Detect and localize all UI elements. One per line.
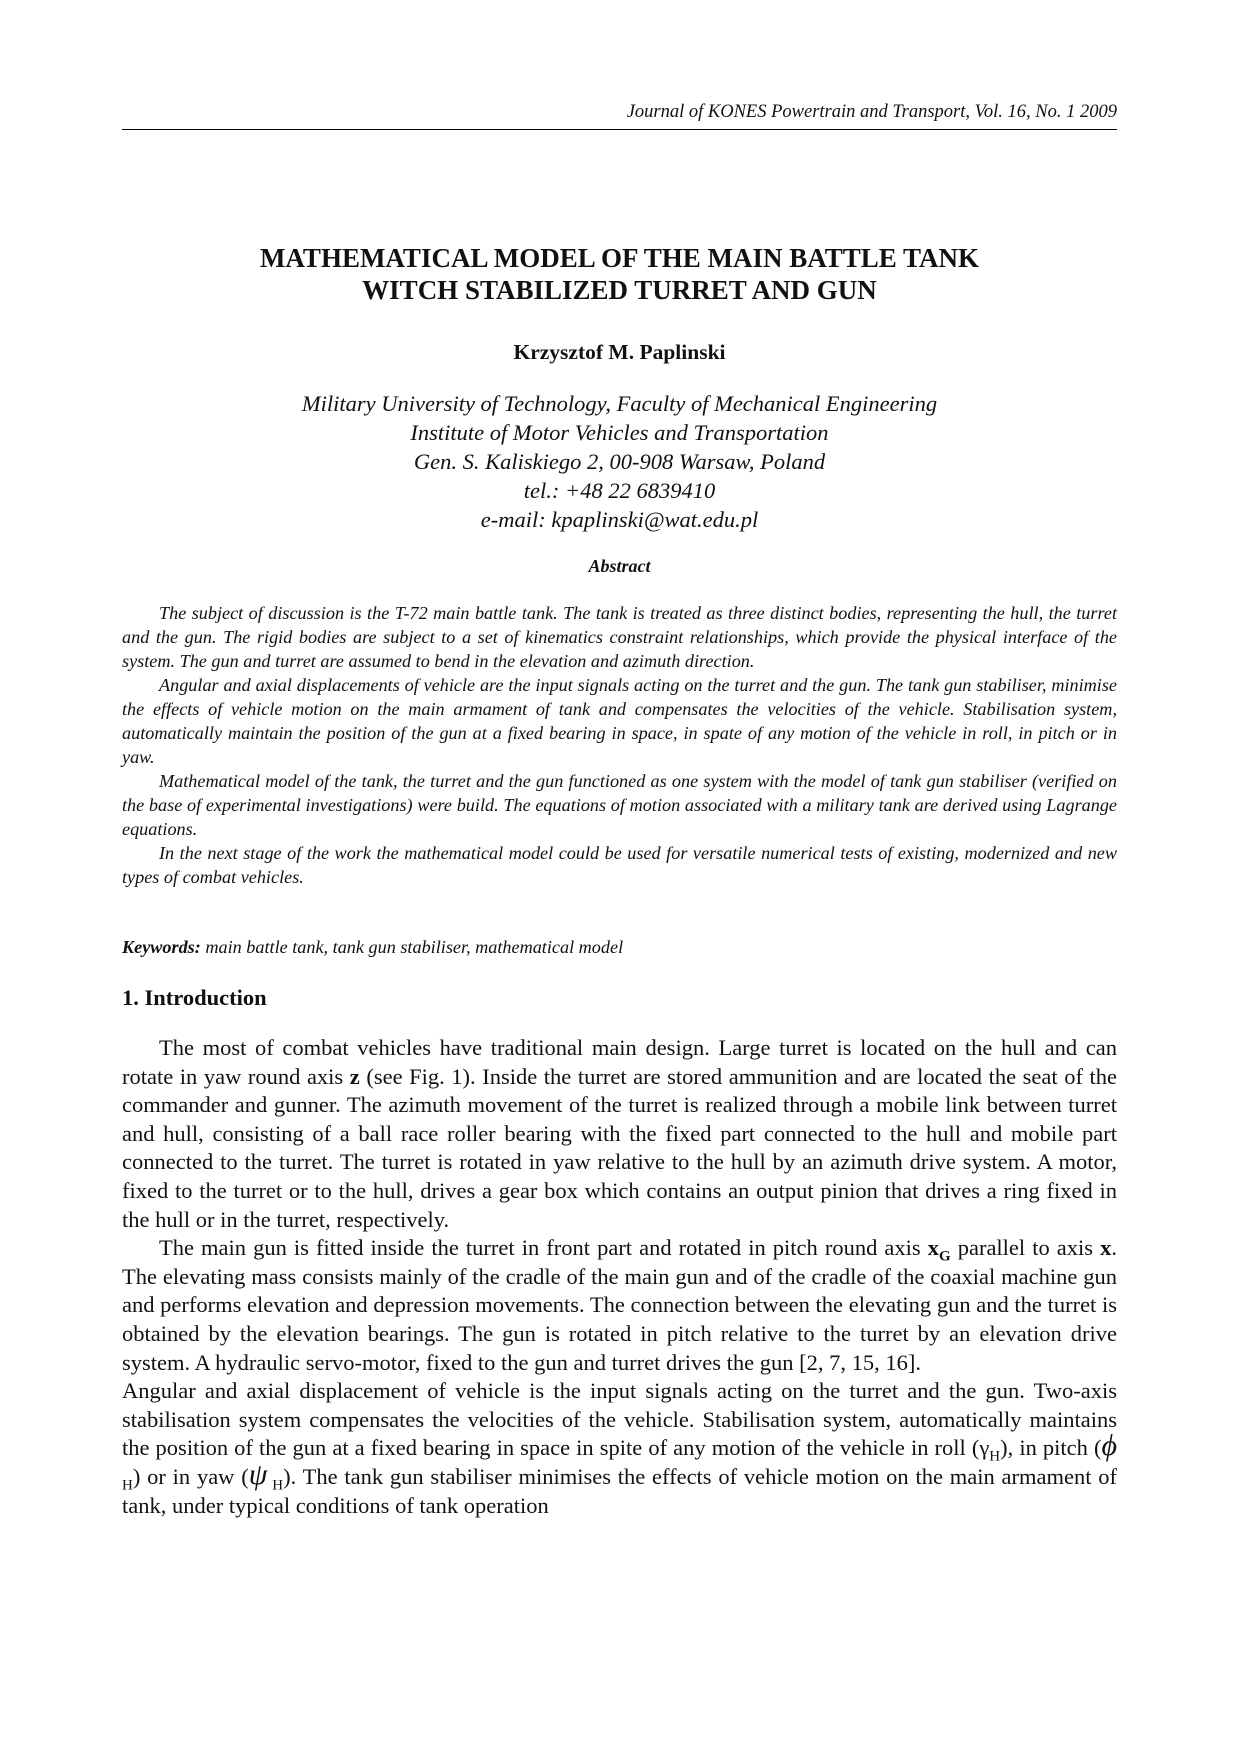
- journal-citation: Journal of KONES Powertrain and Transport, Vol. 16, No. 1 2009: [626, 102, 1117, 122]
- axis-z: z: [349, 1063, 360, 1089]
- abstract-paragraph: In the next stage of the work the mathematical model could be used for versatile numerical tests of existing, modernized and new types of combat vehicles.: [122, 843, 1117, 887]
- keywords-line: [122, 937, 1117, 958]
- affiliation-university: Military University of Technology, Faculty of Mechanical Engineering: [301, 391, 938, 416]
- roll-symbol: $\gamma_H$: [979, 1435, 1001, 1465]
- affiliation-institute: Institute of Motor Vehicles and Transportation: [410, 420, 829, 445]
- body-paragraph-2: The main gun is fitted inside the turret in front part and rotated in pitch round axis $x_G$ parallel to axis x. The elevating mass consists mainly of the cradle of the main gun and of the cradle of the coaxial machine gun and performs elevation and depression movements. The connection between the elevating gun and the turret is obtained by the elevation bearings. The gun is rotated in pitch relative to the turret by an elevation drive system. A hydraulic servo-motor, fixed to the gun and turret drives the gun [2, 7, 15, 16].: [122, 1235, 1117, 1375]
- title-line-2: WITCH STABILIZED TURRET AND GUN: [362, 275, 877, 305]
- abstract-body: [122, 601, 1117, 889]
- author-name: Krzysztof M. Paplinski: [513, 340, 726, 364]
- paper-title: [122, 242, 1117, 306]
- pitch-symbol: ϕ $_H$: [122, 1429, 1117, 1494]
- affiliation-address: Gen. S. Kaliskiego 2, 00-908 Warsaw, Poland: [413, 449, 826, 474]
- affiliation-phone: tel.: +48 22 6839410: [523, 478, 716, 503]
- affiliation-email: e-mail: kpaplinski@wat.edu.pl: [480, 507, 759, 532]
- section-heading: 1. Introduction: [122, 985, 267, 1010]
- keywords-label: Keywords:: [122, 937, 201, 957]
- abstract-paragraph: Mathematical model of the tank, the turret and the gun functioned as one system with the model of tank gun stabiliser (verified on the base of experimental investigations) were build. The equations of motion associated with a military tank are derived using Lagrange equations.: [122, 771, 1117, 839]
- abstract-paragraph: The subject of discussion is the T-72 main battle tank. The tank is treated as three distinct bodies, representing the hull, the turret and the gun. The rigid bodies are subject to a set of kinematics constraint relationships, which provide the physical interface of the system. The gun and turret are assumed to bend in the elevation and azimuth direction.: [122, 603, 1117, 671]
- keywords-text: main battle tank, tank gun stabiliser, mathematical model: [200, 937, 624, 957]
- yaw-symbol: ψ $_H$: [248, 1457, 284, 1494]
- abstract-heading: Abstract: [588, 556, 651, 576]
- body-paragraph-3: Angular and axial displacement of vehicle is the input signals acting on the turret and the gun. Two-axis stabilisation system compensates the velocities of the vehicle. Stabilisation system, automatically maintains the position of the gun at a fixed bearing in space in spite of any motion of the vehicle in roll $(\gamma_H)$, in pitch (ϕ $_H$) or in yaw (ψ $_H$). The tank gun stabiliser minimises the effects of vehicle motion on the main armament of tank, under typical conditions of tank operation: [122, 1378, 1117, 1518]
- abstract-paragraph: Angular and axial displacements of vehicle are the input signals acting on the turret and the gun. The tank gun stabiliser, minimise the effects of vehicle motion on the main armament of tank and compensates the velocities of the vehicle. Stabilisation system, automatically maintain the position of the gun at a fixed bearing in space, in spate of any motion of the vehicle in roll, in pitch or in yaw.: [122, 675, 1117, 767]
- title-line-1: MATHEMATICAL MODEL OF THE MAIN BATTLE TANK: [259, 243, 980, 273]
- body-paragraph-1: The most of combat vehicles have traditional main design. Large turret is located on the hull and can rotate in yaw round axis z (see Fig. 1). Inside the turret are stored ammunition and are located the seat of the commander and gunner. The azimuth movement of the turret is realized through a mobile link between turret and hull, consisting of a ball race roller bearing with the fixed part connected to the hull and mobile part connected to the turret. The turret is rotated in yaw relative to the hull by an azimuth drive system. A motor, fixed to the turret or to the hull, drives a gear box which contains an output pinion that drives a ring fixed in the hull or in the turret, respectively.: [122, 1035, 1117, 1232]
- axis-x: x: [1100, 1235, 1112, 1261]
- journal-header: [122, 102, 1117, 130]
- axis-xg: $x_G$: [927, 1235, 951, 1265]
- section-body: [122, 1034, 1117, 1520]
- affiliation-block: [122, 389, 1117, 534]
